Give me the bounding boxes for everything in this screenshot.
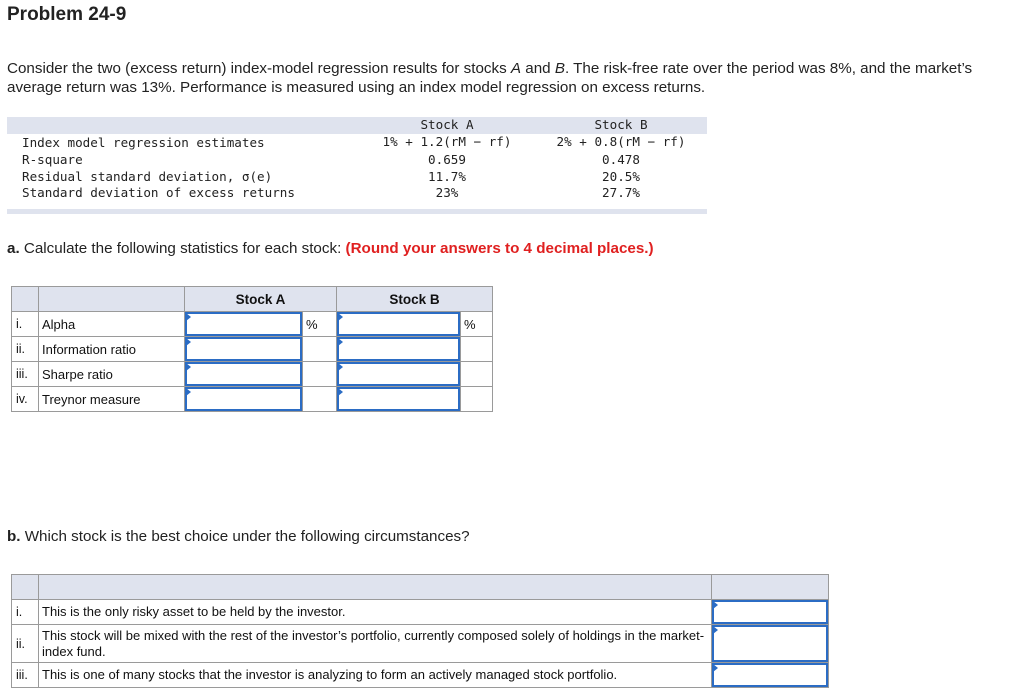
row-label-information-ratio: Information ratio bbox=[39, 337, 185, 362]
regression-row-label: Residual standard deviation, σ(e) bbox=[22, 169, 273, 184]
circumstance-2-select[interactable] bbox=[712, 625, 828, 662]
part-a-text: Calculate the following statistics for each stock: bbox=[19, 240, 346, 257]
treynor-stock-a-input[interactable] bbox=[185, 387, 302, 411]
regression-footer-bar bbox=[7, 209, 707, 214]
col-header-stock-a: Stock A bbox=[185, 287, 337, 312]
blank-header bbox=[39, 287, 185, 312]
row-number: iii. bbox=[12, 663, 39, 688]
alpha-stock-b-input[interactable] bbox=[337, 312, 460, 336]
alpha-stock-b-cell bbox=[337, 312, 461, 337]
circumstance-label: This is one of many stocks that the investor is analyzing to form an actively managed stock portfolio. bbox=[39, 663, 712, 688]
intro-text-2: and bbox=[521, 60, 555, 77]
treynor-stock-a-cell bbox=[185, 387, 303, 412]
row-number: i. bbox=[12, 600, 39, 625]
circumstance-2-answer-cell bbox=[712, 625, 829, 663]
input-marker-icon bbox=[713, 601, 718, 609]
regression-row-label: Index model regression estimates bbox=[22, 135, 265, 150]
intro-text-3: . The risk-free rate over the period was 8%, and the market’s average return was 13%. Performance is measured using an index model regression on excess returns. bbox=[7, 60, 973, 96]
input-marker-icon bbox=[338, 313, 343, 321]
unit-cell bbox=[461, 362, 493, 387]
regression-stock-b-value: 20.5% bbox=[602, 169, 640, 184]
info-ratio-stock-a-cell bbox=[185, 337, 303, 362]
intro-stock-a: A bbox=[510, 60, 522, 77]
regression-header-stock-a: Stock A bbox=[420, 117, 474, 132]
unit-cell bbox=[303, 337, 337, 362]
problem-intro bbox=[7, 59, 1019, 97]
intro-stock-b: B bbox=[554, 60, 565, 77]
row-label-treynor-measure: Treynor measure bbox=[39, 387, 185, 412]
blank-header bbox=[712, 575, 829, 600]
row-number: i. bbox=[12, 312, 39, 337]
sharpe-stock-b-cell bbox=[337, 362, 461, 387]
info-ratio-stock-a-input[interactable] bbox=[185, 337, 302, 361]
part-a-answer-table bbox=[11, 286, 493, 412]
input-marker-icon bbox=[713, 664, 718, 672]
blank-header bbox=[39, 575, 712, 600]
regression-stock-a-value: 23% bbox=[435, 185, 459, 200]
sharpe-stock-a-input[interactable] bbox=[185, 362, 302, 386]
info-ratio-stock-b-cell bbox=[337, 337, 461, 362]
regression-header-stock-b: Stock B bbox=[594, 117, 648, 132]
intro-text-1: Consider the two (excess return) index-model regression results for stocks bbox=[7, 60, 511, 77]
regression-row-label: R-square bbox=[22, 152, 83, 167]
row-label-alpha: Alpha bbox=[39, 312, 185, 337]
input-marker-icon bbox=[338, 363, 343, 371]
part-b-text: Which stock is the best choice under the following circumstances? bbox=[20, 528, 470, 545]
regression-row-label: Standard deviation of excess returns bbox=[22, 185, 295, 200]
part-a-prompt bbox=[7, 240, 654, 257]
circumstance-3-answer-cell bbox=[712, 663, 829, 688]
circumstance-label: This is the only risky asset to be held by the investor. bbox=[39, 600, 712, 625]
regression-estimates-table bbox=[7, 117, 707, 214]
corner-cell bbox=[12, 575, 39, 600]
regression-stock-b-equation: 2% + 0.8(rM − rf) bbox=[556, 134, 686, 149]
sharpe-stock-a-cell bbox=[185, 362, 303, 387]
input-marker-icon bbox=[338, 338, 343, 346]
input-marker-icon bbox=[186, 313, 191, 321]
input-marker-icon bbox=[186, 388, 191, 396]
row-number: ii. bbox=[12, 625, 39, 663]
unit-cell bbox=[303, 387, 337, 412]
percent-unit: % bbox=[303, 312, 337, 337]
unit-cell bbox=[303, 362, 337, 387]
alpha-stock-a-input[interactable] bbox=[185, 312, 302, 336]
part-b-prompt bbox=[7, 528, 470, 545]
input-marker-icon bbox=[186, 338, 191, 346]
circumstance-1-select[interactable] bbox=[712, 600, 828, 624]
part-a-label: a. bbox=[7, 240, 20, 257]
col-header-stock-b: Stock B bbox=[337, 287, 493, 312]
info-ratio-stock-b-input[interactable] bbox=[337, 337, 460, 361]
sharpe-stock-b-input[interactable] bbox=[337, 362, 460, 386]
row-label-sharpe-ratio: Sharpe ratio bbox=[39, 362, 185, 387]
row-number: ii. bbox=[12, 337, 39, 362]
circumstance-1-answer-cell bbox=[712, 600, 829, 625]
unit-cell bbox=[461, 337, 493, 362]
input-marker-icon bbox=[338, 388, 343, 396]
regression-stock-b-value: 27.7% bbox=[602, 185, 640, 200]
part-b-answer-table bbox=[11, 574, 829, 688]
alpha-stock-a-cell bbox=[185, 312, 303, 337]
row-number: iv. bbox=[12, 387, 39, 412]
regression-stock-a-equation: 1% + 1.2(rM − rf) bbox=[382, 134, 512, 149]
treynor-stock-b-input[interactable] bbox=[337, 387, 460, 411]
corner-cell bbox=[12, 287, 39, 312]
treynor-stock-b-cell bbox=[337, 387, 461, 412]
part-b-label: b. bbox=[7, 528, 21, 545]
unit-cell bbox=[461, 387, 493, 412]
circumstance-label: This stock will be mixed with the rest of the investor’s portfolio, currently composed solely of holdings in the market-index fund. bbox=[39, 625, 712, 663]
regression-stock-a-value: 11.7% bbox=[428, 169, 466, 184]
regression-stock-b-value: 0.478 bbox=[602, 152, 640, 167]
round-instruction: (Round your answers to 4 decimal places.) bbox=[345, 240, 654, 257]
percent-unit: % bbox=[461, 312, 493, 337]
problem-title: Problem 24-9 bbox=[7, 4, 127, 25]
input-marker-icon bbox=[186, 363, 191, 371]
input-marker-icon bbox=[713, 626, 718, 634]
circumstance-3-select[interactable] bbox=[712, 663, 828, 687]
row-number: iii. bbox=[12, 362, 39, 387]
regression-stock-a-value: 0.659 bbox=[428, 152, 466, 167]
